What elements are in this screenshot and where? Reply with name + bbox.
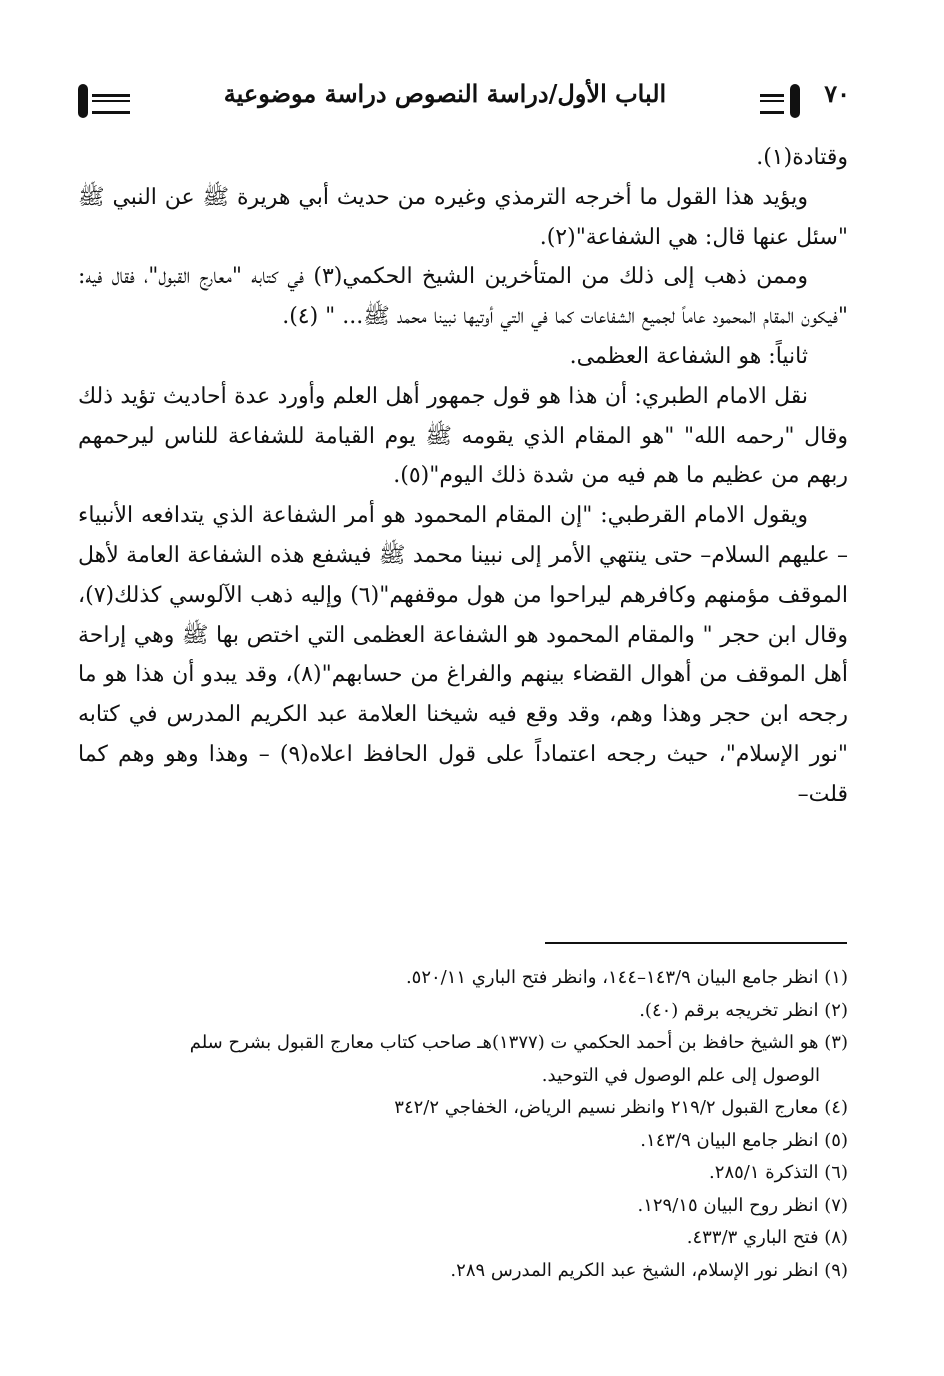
chapter-title: الباب الأول/دراسة النصوص دراسة موضوعية [223, 79, 667, 108]
footnote: (٦) التذكرة ٢٨٥/١. [709, 1162, 848, 1183]
footnote: (٤) معارج القبول ٢١٩/٢ وانظر نسيم الرياض، الخفاجي ٣٤٢/٢ [394, 1097, 848, 1118]
paragraph: نقل الامام الطبري: أن هذا هو قول جمهور أهل العلم وأورد عدة أحاديث تؤيد ذلك وقال "رحمه الله" "هو المقام الذي يقومه ﷺ يوم القيامة للشفاعة للناس ليرحمهم ربهم من عظيم ما هم فيه من شدة ذلك اليوم"(٥). [78, 383, 848, 489]
paragraph: ويؤيد هذا القول ما أخرجه الترمذي وغيره من حديث أبي هريرة ﷺ عن النبي ﷺ "سئل عنها قال: هي الشفاعة"(٢). [78, 184, 848, 250]
header-ornament-right-lines [760, 94, 784, 114]
header-ornament-left-knob [78, 84, 88, 118]
footnote: (٧) انظر روح البيان ١٢٩/١٥. [637, 1194, 848, 1216]
footnote: (٥) انظر جامع البيان ١٤٣/٩. [640, 1129, 848, 1151]
page-header [72, 72, 872, 120]
paragraph: وقتادة(١). [756, 145, 848, 170]
footnote: (٩) انظر نور الإسلام، الشيخ عبد الكريم المدرس ٢٨٩. [450, 1259, 848, 1281]
footnotes [78, 962, 848, 1287]
main-text [78, 138, 848, 815]
paragraph: ثانياً: هو الشفاعة العظمى. [569, 343, 808, 369]
header-ornament-right-knob [790, 84, 800, 118]
header-ornament-left-lines [92, 94, 130, 114]
footnote: (٣) هو الشيخ حافظ بن أحمد الحكمي ت (١٣٧٧)هـ صاحب كتاب معارج القبول بشرح سلم [189, 1032, 848, 1053]
footnote: (٨) فتح الباري ٤٣٣/٣. [686, 1227, 848, 1248]
footnote-continuation: الوصول إلى علم الوصول في التوحيد. [541, 1064, 820, 1086]
paragraph: وممن ذهب إلى ذلك من المتأخرين الشيخ الحكمي(٣) في كتابه "معارج القبول"، فقال فيه: "فيكون المقام المحمود عاماً لجميع الشفاعات كما في التي أوتيها نبينا محمد ﷺ... " (٤). [78, 264, 848, 330]
paragraph: ويقول الامام القرطبي: "إن المقام المحمود هو أمر الشفاعة الذي يتدافعه الأنبياء – عليهم السلام– حتى ينتهي الأمر إلى نبينا محمد ﷺ فيشفع هذه الشفاعة العامة لأهل الموقف مؤمنهم وكافرهم ليراحوا من هول موقفهم"(٦) وإليه ذهب الآلوسي كذلك(٧)، وقال ابن حجر " والمقام المحمود هو الشفاعة العظمى التي اختص بها ﷺ وهي إراحة أهل الموقف من أهوال القضاء بينهم والفراغ من حسابهم"(٨)، وقد يبدو أن هذا هو ما رجحه ابن حجر وهذا وهم، وقد وقع فيه شيخنا العلامة عبد الكريم المدرس في كتابه "نور الإسلام"، حيث رجحه اعتماداً على قول الحافظ اعلاه(٩) – وهذا وهو وهم كما قلت– [78, 503, 849, 807]
page-number: ٧٠ [824, 79, 850, 108]
footnote-separator [545, 942, 847, 944]
footnote: (١) انظر جامع البيان ١٤٣/٩–١٤٤، وانظر فتح الباري ٥٢٠/١١. [405, 967, 848, 988]
footnote: (٢) انظر تخريجه برقم (٤٠). [639, 999, 848, 1021]
